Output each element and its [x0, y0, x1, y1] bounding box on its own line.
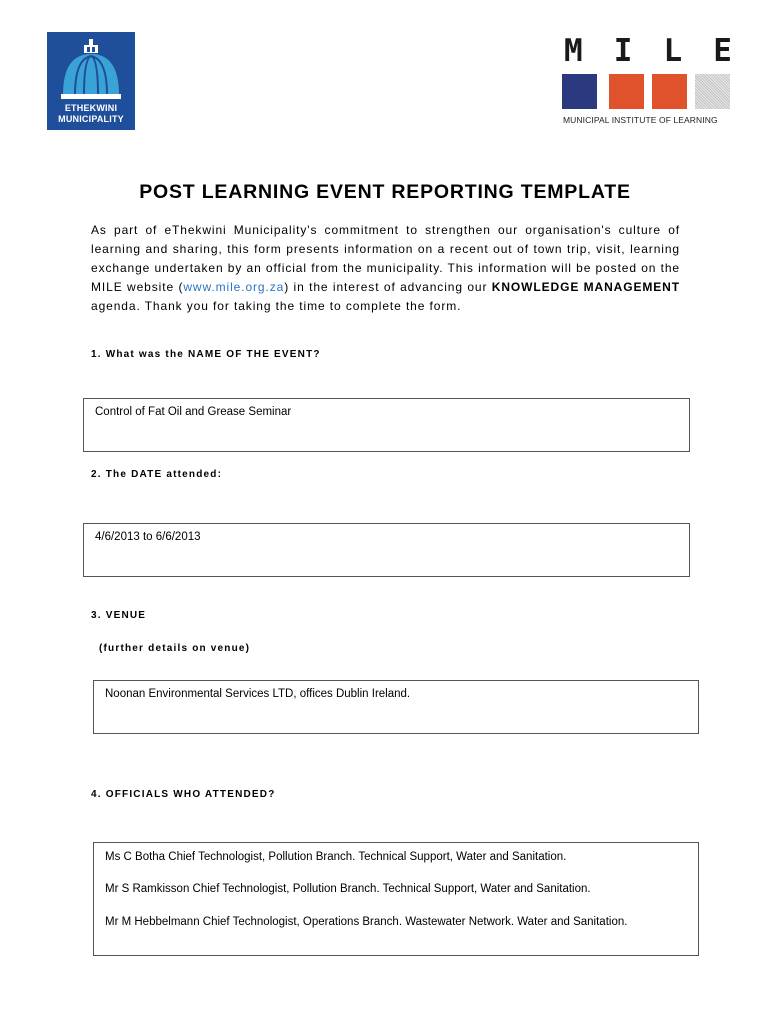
mile-square-2: [609, 74, 644, 109]
mile-letter-m: M: [564, 33, 583, 69]
event-name-field[interactable]: [83, 398, 690, 452]
question-3-sublabel: (further details on venue): [99, 643, 251, 654]
page-title: POST LEARNING EVENT REPORTING TEMPLATE: [139, 181, 631, 203]
date-attended-field[interactable]: [83, 523, 690, 577]
intro-bold-text: KNOWLEDGE MANAGEMENT: [491, 280, 680, 294]
logo-text-line2: MUNICIPALITY: [58, 114, 124, 124]
question-3-label: 3. VENUE: [91, 610, 147, 621]
event-name-value: Control of Fat Oil and Grease Seminar: [95, 406, 292, 418]
mile-subtitle: MUNICIPAL INSTITUTE OF LEARNING: [563, 115, 718, 125]
mile-square-4: [695, 74, 730, 109]
mile-letter-i: I: [613, 33, 633, 69]
question-4-label: 4. OFFICIALS WHO ATTENDED?: [91, 789, 276, 800]
venue-value: Noonan Environmental Services LTD, offices Dublin Ireland.: [105, 688, 411, 700]
venue-field[interactable]: [93, 680, 699, 734]
intro-paragraph: [91, 221, 680, 316]
question-2-label: 2. The DATE attended:: [91, 469, 223, 480]
intro-text-3: agenda. Thank you for taking the time to complete the form.: [91, 299, 462, 313]
mile-website-link[interactable]: www.mile.org.za: [183, 280, 285, 294]
ethekwini-logo: [47, 32, 135, 130]
mile-letter-e: E: [713, 33, 732, 69]
intro-text-2: ) in the interest of advancing our: [284, 280, 492, 294]
question-1-label: 1. What was the NAME OF THE EVENT?: [91, 349, 321, 360]
mile-wordmark: [564, 33, 732, 69]
logo-text-line1: ETHEKWINI: [64, 103, 118, 113]
date-attended-value: 4/6/2013 to 6/6/2013: [95, 531, 201, 543]
mile-square-1: [562, 74, 597, 109]
city-hall-dome-icon: [55, 37, 127, 101]
mile-logo: [561, 32, 733, 128]
official-entry: Mr S Ramkisson Chief Technologist, Pollution Branch. Technical Support, Water and Sanitation.: [105, 883, 591, 895]
official-entry: Ms C Botha Chief Technologist, Pollution Branch. Technical Support, Water and Sanitation.: [105, 851, 567, 863]
intro-text-1: As part of eThekwini Municipality's commitment to strengthen our organisation's culture of learning and sharing, this form presents information on a recent out of town trip, visit, learning exchange undertaken by an official from the municipality. This information will be posted on the MILE website (: [91, 223, 680, 294]
official-entry: Mr M Hebbelmann Chief Technologist, Operations Branch. Wastewater Network. Water and Sanitation.: [105, 916, 628, 928]
mile-square-3: [652, 74, 687, 109]
officials-field[interactable]: [93, 842, 699, 956]
mile-letter-l: L: [663, 33, 683, 69]
